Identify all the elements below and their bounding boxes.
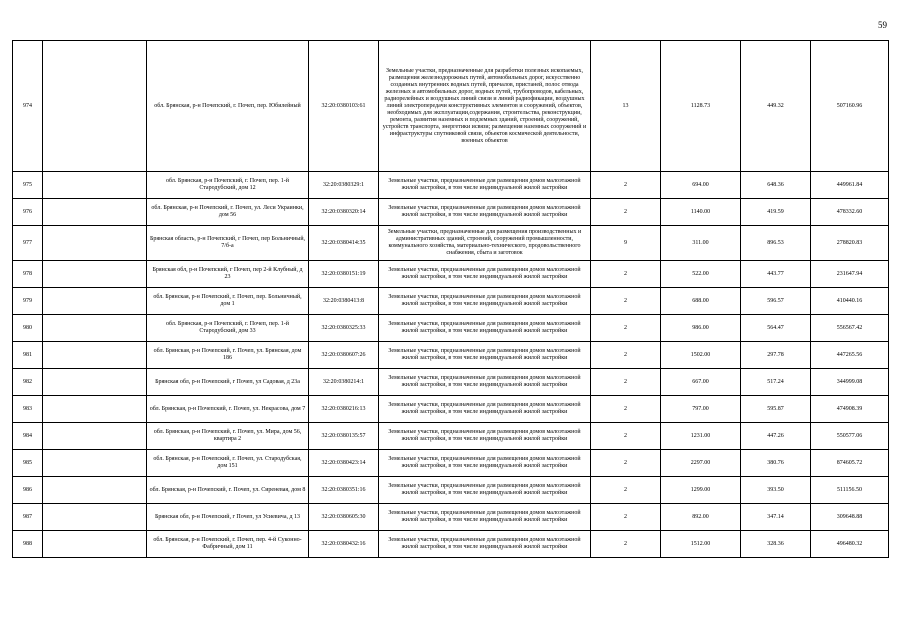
cadastral-number-cell: 32:20:0380216:13	[309, 396, 379, 423]
specific-value-cell: 648.36	[741, 172, 811, 199]
group-cell: 2	[591, 261, 661, 288]
cadastral-value-table	[12, 40, 889, 558]
cadastral-number-cell: 32:20:0380325:33	[309, 315, 379, 342]
cadastral-value-cell: 556567.42	[811, 315, 889, 342]
cadastral-value-cell: 507160.96	[811, 41, 889, 172]
address-cell: обл. Брянская, р-н Почепский, г. Почеп, ул. Некрасова, дом 7	[147, 396, 309, 423]
land-use-cell: Земельные участки, предназначенные для размещения домов малоэтажной жилой застройки, в том числе индивидуальной жилой застройки	[379, 288, 591, 315]
table-row	[13, 369, 889, 396]
row-number: 983	[13, 396, 43, 423]
specific-value-cell: 443.77	[741, 261, 811, 288]
cadastral-number-cell: 32:20:0380414:35	[309, 226, 379, 261]
address-cell: обл. Брянская, р-н Почепский, г. Почеп, пер. 1-й Стародубский, дом 33	[147, 315, 309, 342]
specific-value-cell: 896.53	[741, 226, 811, 261]
cadastral-number-cell: 32:20:0380607:26	[309, 342, 379, 369]
cadastral-number-cell: 32:20:0380329:1	[309, 172, 379, 199]
row-number: 976	[13, 199, 43, 226]
specific-value-cell: 564.47	[741, 315, 811, 342]
address-cell: обл. Брянская, р-н Почепский, г. Почеп, пер. 1-й Стародубский, дом 12	[147, 172, 309, 199]
row-number: 979	[13, 288, 43, 315]
table-row	[13, 288, 889, 315]
cadastral-number-cell: 32:20:0380214:1	[309, 369, 379, 396]
empty-cell	[43, 396, 147, 423]
empty-cell	[43, 531, 147, 558]
specific-value-cell: 393.50	[741, 477, 811, 504]
group-cell: 2	[591, 450, 661, 477]
area-cell: 688.00	[661, 288, 741, 315]
specific-value-cell: 347.14	[741, 504, 811, 531]
table-row	[13, 531, 889, 558]
address-cell: обл. Брянская, р-н Почепский, г. Почеп, ул. Стародубская, дом 151	[147, 450, 309, 477]
land-use-cell: Земельные участки, предназначенные для разработки полезных ископаемых, размещения железнодорожных путей, автомобильных дорог, искусственно созданных внутренних водных путей, причалов, пристаней, полос отвода железных и автомобильных дорог, водных путей, трубопроводов, кабельных, радиорелейных и воздушных линий связи и линий радиофикации, воздушных линий электропередачи конструктивных элементов и сооружений, объектов, необходимых для эксплуатации,содержания, строительства, реконструкции, ремонта, развития наземных и подземных зданий, строений, сооружений, устройств транспорта, энергетики иcвязи; размещения наземных сооружений и инфраструктуры спутниковой связи, объектов космической деятельности, военных объектов	[379, 41, 591, 172]
group-cell: 2	[591, 423, 661, 450]
area-cell: 1140.00	[661, 199, 741, 226]
cadastral-value-cell: 478332.60	[811, 199, 889, 226]
specific-value-cell: 595.87	[741, 396, 811, 423]
cadastral-value-cell: 511156.50	[811, 477, 889, 504]
area-cell: 1512.00	[661, 531, 741, 558]
land-use-cell: Земельные участки, предназначенные для размещения домов малоэтажной жилой застройки, в том числе индивидуальной жилой застройки	[379, 423, 591, 450]
cadastral-number-cell: 32:20:0380135:57	[309, 423, 379, 450]
address-cell: обл. Брянская, р-н Почепский, г. Почеп, ул. Мира, дом 56, квартира 2	[147, 423, 309, 450]
group-cell: 2	[591, 342, 661, 369]
cadastral-number-cell: 32:20:0380423:14	[309, 450, 379, 477]
address-cell: обл. Брянская, р-н Почепский, г. Почеп, ул. Брянская, дом 186	[147, 342, 309, 369]
table-row	[13, 172, 889, 199]
cadastral-value-cell: 231647.94	[811, 261, 889, 288]
cadastral-number-cell: 32:20:0380432:16	[309, 531, 379, 558]
cadastral-value-cell: 550577.06	[811, 423, 889, 450]
land-use-cell: Земельные участки, предназначенные для размещения домов малоэтажной жилой застройки, в том числе индивидуальной жилой застройки	[379, 396, 591, 423]
group-cell: 2	[591, 477, 661, 504]
empty-cell	[43, 450, 147, 477]
land-use-cell: Земельные участки, предназначенные для размещения производственных и административных зданий, строений, сооружений промышленности, коммунального хозяйства, материально-технического, продовольственного снабжения, сбыта и заготовок	[379, 226, 591, 261]
group-cell: 2	[591, 531, 661, 558]
cadastral-value-cell: 309648.88	[811, 504, 889, 531]
group-cell: 9	[591, 226, 661, 261]
cadastral-value-cell: 278820.83	[811, 226, 889, 261]
row-number: 984	[13, 423, 43, 450]
cadastral-value-cell: 344999.08	[811, 369, 889, 396]
empty-cell	[43, 199, 147, 226]
cadastral-number-cell: 32:20:0380320:14	[309, 199, 379, 226]
group-cell: 2	[591, 172, 661, 199]
page-number: 59	[878, 20, 887, 30]
empty-cell	[43, 172, 147, 199]
land-use-cell: Земельные участки, предназначенные для размещения домов малоэтажной жилой застройки, в том числе индивидуальной жилой застройки	[379, 504, 591, 531]
row-number: 978	[13, 261, 43, 288]
specific-value-cell: 380.76	[741, 450, 811, 477]
row-number: 987	[13, 504, 43, 531]
cadastral-number-cell: 32:20:0380151:19	[309, 261, 379, 288]
empty-cell	[43, 315, 147, 342]
group-cell: 13	[591, 41, 661, 172]
area-cell: 1502.00	[661, 342, 741, 369]
empty-cell	[43, 288, 147, 315]
land-use-cell: Земельные участки, предназначенные для размещения домов малоэтажной жилой застройки, в том числе индивидуальной жилой застройки	[379, 369, 591, 396]
address-cell: обл. Брянская, р-н Почепский, г. Почеп, ул. Леси Украинки, дом 56	[147, 199, 309, 226]
table-row	[13, 396, 889, 423]
address-cell: обл. Брянская, р-н Почепский, г. Почеп, пер. 4-й Суконно-Фабричный, дом 11	[147, 531, 309, 558]
area-cell: 1231.00	[661, 423, 741, 450]
address-cell: обл. Брянская, р-н Почепский, г. Почеп, ул. Сиреневая, дом 8	[147, 477, 309, 504]
area-cell: 797.00	[661, 396, 741, 423]
area-cell: 522.00	[661, 261, 741, 288]
specific-value-cell: 447.26	[741, 423, 811, 450]
group-cell: 2	[591, 396, 661, 423]
specific-value-cell: 517.24	[741, 369, 811, 396]
empty-cell	[43, 41, 147, 172]
row-number: 985	[13, 450, 43, 477]
table-row	[13, 261, 889, 288]
table-row	[13, 226, 889, 261]
row-number: 981	[13, 342, 43, 369]
address-cell: обл. Брянская, р-н Почепский, г. Почеп, пер. Юбилейный	[147, 41, 309, 172]
row-number: 977	[13, 226, 43, 261]
specific-value-cell: 596.57	[741, 288, 811, 315]
table-row	[13, 423, 889, 450]
row-number: 980	[13, 315, 43, 342]
group-cell: 2	[591, 199, 661, 226]
cadastral-value-cell: 874605.72	[811, 450, 889, 477]
table-row	[13, 342, 889, 369]
address-cell: обл. Брянская, р-н Почепский, г. Почеп, пер. Больничный, дом 1	[147, 288, 309, 315]
cadastral-value-cell: 447265.56	[811, 342, 889, 369]
land-use-cell: Земельные участки, предназначенные для размещения домов малоэтажной жилой застройки, в том числе индивидуальной жилой застройки	[379, 342, 591, 369]
area-cell: 694.00	[661, 172, 741, 199]
empty-cell	[43, 504, 147, 531]
specific-value-cell: 297.78	[741, 342, 811, 369]
cadastral-number-cell: 32:20:0380103:61	[309, 41, 379, 172]
table-row	[13, 504, 889, 531]
address-cell: Брянская обл, р-н Почепский, г Почеп, ул Садовая, д 23а	[147, 369, 309, 396]
land-use-cell: Земельные участки, предназначенные для размещения домов малоэтажной жилой застройки, в том числе индивидуальной жилой застройки	[379, 531, 591, 558]
address-cell: Брянская область, р-н Почепский, г Почеп, пер Больничный, 7/б-а	[147, 226, 309, 261]
row-number: 986	[13, 477, 43, 504]
row-number: 975	[13, 172, 43, 199]
table-row	[13, 41, 889, 172]
cadastral-number-cell: 32:20:0380413:8	[309, 288, 379, 315]
area-cell: 667.00	[661, 369, 741, 396]
empty-cell	[43, 477, 147, 504]
group-cell: 2	[591, 288, 661, 315]
land-use-cell: Земельные участки, предназначенные для размещения домов малоэтажной жилой застройки, в том числе индивидуальной жилой застройки	[379, 172, 591, 199]
cadastral-number-cell: 32:20:0380351:16	[309, 477, 379, 504]
address-cell: Брянская обл, р-н Почепский, г Почеп, пер 2-й Клубный, д 23	[147, 261, 309, 288]
area-cell: 986.00	[661, 315, 741, 342]
specific-value-cell: 449.32	[741, 41, 811, 172]
cadastral-value-cell: 496480.32	[811, 531, 889, 558]
empty-cell	[43, 261, 147, 288]
group-cell: 2	[591, 315, 661, 342]
table-row	[13, 315, 889, 342]
table-body	[13, 41, 889, 558]
empty-cell	[43, 369, 147, 396]
group-cell: 2	[591, 369, 661, 396]
row-number: 974	[13, 41, 43, 172]
table-row	[13, 199, 889, 226]
cadastral-value-cell: 410440.16	[811, 288, 889, 315]
table-row	[13, 450, 889, 477]
area-cell: 1299.00	[661, 477, 741, 504]
land-use-cell: Земельные участки, предназначенные для размещения домов малоэтажной жилой застройки, в том числе индивидуальной жилой застройки	[379, 199, 591, 226]
specific-value-cell: 328.36	[741, 531, 811, 558]
cadastral-value-cell: 449961.84	[811, 172, 889, 199]
address-cell: Брянская обл, р-н Почепский, г Почеп, ул Усиевича, д 13	[147, 504, 309, 531]
empty-cell	[43, 423, 147, 450]
empty-cell	[43, 342, 147, 369]
area-cell: 1128.73	[661, 41, 741, 172]
row-number: 982	[13, 369, 43, 396]
table-row	[13, 477, 889, 504]
cadastral-value-cell: 474908.39	[811, 396, 889, 423]
land-use-cell: Земельные участки, предназначенные для размещения домов малоэтажной жилой застройки, в том числе индивидуальной жилой застройки	[379, 315, 591, 342]
row-number: 988	[13, 531, 43, 558]
specific-value-cell: 419.59	[741, 199, 811, 226]
area-cell: 892.00	[661, 504, 741, 531]
group-cell: 2	[591, 504, 661, 531]
empty-cell	[43, 226, 147, 261]
land-use-cell: Земельные участки, предназначенные для размещения домов малоэтажной жилой застройки, в том числе индивидуальной жилой застройки	[379, 450, 591, 477]
area-cell: 311.00	[661, 226, 741, 261]
cadastral-number-cell: 32:20:0380605:30	[309, 504, 379, 531]
land-use-cell: Земельные участки, предназначенные для размещения домов малоэтажной жилой застройки, в том числе индивидуальной жилой застройки	[379, 261, 591, 288]
land-use-cell: Земельные участки, предназначенные для размещения домов малоэтажной жилой застройки, в том числе индивидуальной жилой застройки	[379, 477, 591, 504]
area-cell: 2297.00	[661, 450, 741, 477]
